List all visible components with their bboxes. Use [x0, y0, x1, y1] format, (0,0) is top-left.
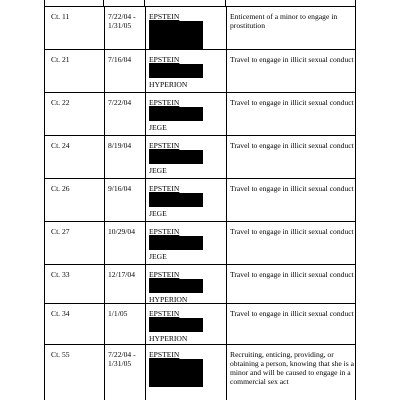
defendant-cell [145, 304, 226, 346]
entity-label: JEGE [149, 123, 167, 132]
table-row [44, 303, 356, 346]
date-cell: 9/16/04 [104, 179, 145, 221]
defendant-cell [145, 345, 226, 400]
defendant-name: EPSTEIN [149, 55, 180, 64]
redaction-block [149, 359, 203, 387]
offense-cell: Travel to engage in illicit sexual conduct [226, 50, 356, 92]
date-cell: 7/22/04 - 1/31/05 [104, 7, 145, 49]
entity-label: JEGE [149, 252, 167, 261]
offense-cell: Recruiting, enticing, providing, or obtaining a person, knowing that she is a minor and will be caused to engage in a commercial sex act [226, 345, 356, 400]
counts-table [44, 0, 356, 400]
redaction-block [149, 236, 203, 250]
entity-label: HYPERION [149, 334, 188, 343]
defendant-name: EPSTEIN [149, 12, 180, 21]
defendant-cell [145, 222, 226, 264]
offense-cell: Travel to engage in illicit sexual conduct [226, 136, 356, 178]
offense-cell: Travel to engage in illicit sexual conduct [226, 304, 356, 346]
table-row [44, 49, 356, 92]
entity-label: JEGE [149, 209, 167, 218]
count-cell: Ct. 34 [51, 309, 70, 318]
redaction-block [149, 193, 203, 207]
count-cell: Ct. 26 [51, 184, 70, 193]
count-cell: Ct. 55 [51, 350, 70, 359]
table-row [44, 135, 356, 178]
count-cell: Ct. 33 [51, 270, 70, 279]
defendant-name: EPSTEIN [149, 141, 180, 150]
defendant-cell [145, 179, 226, 221]
defendant-name: EPSTEIN [149, 98, 180, 107]
redaction-block [149, 21, 203, 49]
defendant-name: EPSTEIN [149, 309, 180, 318]
table-row [44, 92, 356, 135]
count-cell: Ct. 27 [51, 227, 70, 236]
date-cell: 1/1/05 [104, 304, 145, 346]
table-row [44, 264, 356, 307]
entity-label: HYPERION [149, 295, 188, 304]
count-cell: Ct. 22 [51, 98, 70, 107]
defendant-name: EPSTEIN [149, 227, 180, 236]
defendant-cell [145, 93, 226, 135]
count-cell: Ct. 24 [51, 141, 70, 150]
count-cell: Ct. 21 [51, 55, 70, 64]
date-cell: 7/16/04 [104, 50, 145, 92]
date-cell: 12/17/04 [104, 265, 145, 307]
offense-cell: Travel to engage in illicit sexual conduct [226, 179, 356, 221]
offense-cell: Travel to engage in illicit sexual conduct [226, 93, 356, 135]
count-cell: Ct. 11 [51, 12, 70, 21]
date-cell: 7/22/04 - 1/31/05 [104, 345, 145, 400]
defendant-cell [145, 265, 226, 307]
offense-cell: Enticement of a minor to engage in prostitution [226, 7, 356, 49]
defendant-name: EPSTEIN [149, 350, 180, 359]
defendant-cell [145, 50, 226, 92]
redaction-block [149, 150, 203, 164]
date-cell: 10/29/04 [104, 222, 145, 264]
entity-label: HYPERION [149, 80, 188, 89]
defendant-name: EPSTEIN [149, 184, 180, 193]
table-row [44, 221, 356, 264]
offense-cell: Travel to engage in illicit sexual conduct [226, 265, 356, 307]
redaction-block [149, 318, 203, 332]
offense-cell: Travel to engage in illicit sexual conduct [226, 222, 356, 264]
table-row [44, 6, 356, 49]
table-row [44, 344, 356, 400]
date-cell: 7/22/04 [104, 93, 145, 135]
defendant-cell [145, 136, 226, 178]
redaction-block [149, 64, 203, 78]
redaction-block [149, 279, 203, 293]
entity-label: JEGE [149, 166, 167, 175]
table-row [44, 178, 356, 221]
date-cell: 8/19/04 [104, 136, 145, 178]
defendant-name: EPSTEIN [149, 270, 180, 279]
defendant-cell [145, 7, 226, 49]
redaction-block [149, 107, 203, 121]
